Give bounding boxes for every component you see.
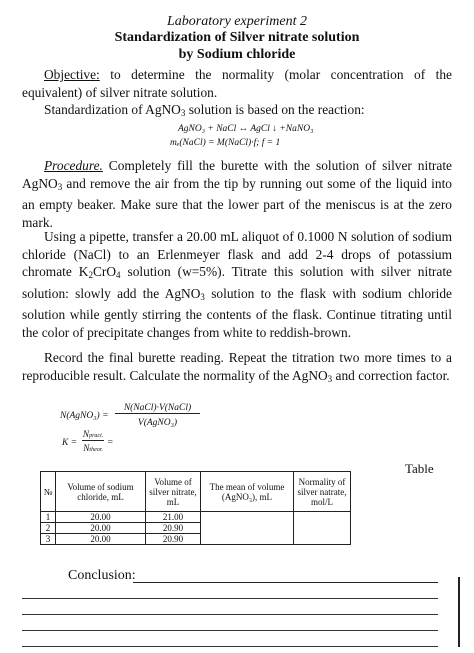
procedure-p2-c: solution (w=5%). Titrate this solution with silver nitrate solution: slowly add the AgNO bbox=[22, 264, 452, 301]
procedure-label: Procedure. bbox=[44, 158, 103, 173]
procedure-p1-a: Completely fill the burette with the solution of silver nitrate AgNO bbox=[22, 158, 452, 191]
conclusion-line-1[interactable] bbox=[22, 598, 438, 599]
margin-bar bbox=[458, 577, 460, 647]
k-den-sub: theor. bbox=[89, 447, 103, 453]
reaction-equation: AgNO₃ + NaCl ↔ AgCl ↓ +NaNO₃ bbox=[178, 124, 314, 134]
results-table bbox=[40, 471, 351, 545]
conclusion-blank-line[interactable] bbox=[133, 582, 438, 583]
correction-factor-denominator bbox=[82, 444, 104, 454]
procedure-p2-a: Using a pipette, transfer a 20.00 mL aliquot of 0.1000 N solution of sodium chloride (NaCl) to an Erlenmeyer flask and add 2-4 drops of potassium chromate K bbox=[22, 229, 452, 280]
procedure-p1-sub: 3 bbox=[57, 181, 63, 192]
procedure-paragraph-1 bbox=[22, 157, 452, 231]
doc-title-lab: Laboratory experiment 2 bbox=[167, 14, 307, 29]
cell-number: 1 bbox=[41, 512, 56, 523]
k-den: N bbox=[83, 444, 90, 454]
objective-paragraph bbox=[22, 66, 452, 101]
procedure-p2-sub2: 4 bbox=[116, 270, 121, 281]
reaction-intro-a: Standardization of AgNO bbox=[44, 102, 181, 117]
procedure-p2-b: CrO bbox=[92, 264, 117, 280]
k-num: N bbox=[82, 430, 90, 440]
col-header-normality: Normality of silver natrate, mol/L bbox=[294, 472, 351, 512]
col-header-nacl-volume: Volume of sodium chloride, mL bbox=[56, 472, 146, 512]
correction-factor-rhs: = bbox=[107, 438, 114, 448]
equivalent-mass-equation: mₑ(NaCl) = M(NaCl)·f; f = 1 bbox=[170, 138, 281, 148]
procedure-p1-b: and remove the air from the tip by running out some of the liquid into an empty beaker. Make sure that the lower part of the meniscus is at the zero mark. bbox=[22, 175, 452, 230]
cell-nacl-volume: 20.00 bbox=[56, 523, 146, 534]
procedure-p3-b: and correction factor. bbox=[332, 367, 450, 383]
cell-agno3-volume: 20.90 bbox=[146, 534, 201, 545]
conclusion-line-4[interactable] bbox=[22, 646, 438, 647]
table-label: Table bbox=[405, 461, 434, 476]
procedure-p3-sub: 3 bbox=[327, 373, 333, 384]
reaction-intro bbox=[22, 101, 452, 123]
table-header-row bbox=[41, 472, 351, 512]
cell-mean-volume[interactable] bbox=[201, 512, 294, 545]
procedure-paragraph-2 bbox=[22, 228, 452, 342]
conclusion-label: Conclusion: bbox=[68, 568, 136, 583]
objective-label: Objective: bbox=[44, 67, 100, 82]
procedure-paragraph-3 bbox=[22, 349, 452, 388]
doc-title-sub: by Sodium chloride bbox=[178, 47, 296, 62]
col-header-agno3-volume: Volume of silver nitrate, mL bbox=[146, 472, 201, 512]
objective-text: to determine the normality (molar concentration of the equivalent) of silver nitrate solution. bbox=[22, 67, 452, 100]
correction-factor-lhs: K = bbox=[62, 438, 78, 448]
k-num-sub: pract. bbox=[89, 433, 104, 439]
procedure-p2-sub1: 2 bbox=[88, 270, 93, 281]
correction-factor-numerator bbox=[82, 430, 104, 441]
procedure-p2-sub3: 3 bbox=[200, 291, 205, 302]
cell-agno3-volume: 21.00 bbox=[146, 512, 201, 523]
col-header-number: № bbox=[41, 472, 56, 512]
reaction-intro-sub: 3 bbox=[180, 108, 186, 118]
procedure-p2-d: solution to the flask with sodium chloride solution while gently stirring the contents of the flask. Continue titrating until the color of precipitate changes from white to reddish-brown. bbox=[22, 285, 452, 340]
cell-normality[interactable] bbox=[294, 512, 351, 545]
conclusion-line-3[interactable] bbox=[22, 630, 438, 631]
conclusion-line-2[interactable] bbox=[22, 614, 438, 615]
table-row bbox=[41, 512, 351, 523]
cell-number: 2 bbox=[41, 523, 56, 534]
cell-agno3-volume: 20.90 bbox=[146, 523, 201, 534]
doc-title-main: Standardization of Silver nitrate solution bbox=[114, 30, 360, 45]
cell-nacl-volume: 20.00 bbox=[56, 512, 146, 523]
normality-formula-denominator: V(AgNO₃) bbox=[137, 418, 178, 428]
col-header-mean-volume: The mean of volume (AgNO₃), mL bbox=[201, 472, 294, 512]
normality-formula-numerator: N(NaCl)·V(NaCl) bbox=[115, 403, 200, 414]
cell-number: 3 bbox=[41, 534, 56, 545]
normality-formula-lhs: N(AgNO₃) = bbox=[60, 411, 109, 421]
procedure-p3-a: Record the final burette reading. Repeat the titration two more times to a reproducible result. Calculate the normality of the AgNO bbox=[22, 350, 452, 383]
cell-nacl-volume: 20.00 bbox=[56, 534, 146, 545]
reaction-intro-b: solution is based on the reaction: bbox=[185, 102, 365, 117]
